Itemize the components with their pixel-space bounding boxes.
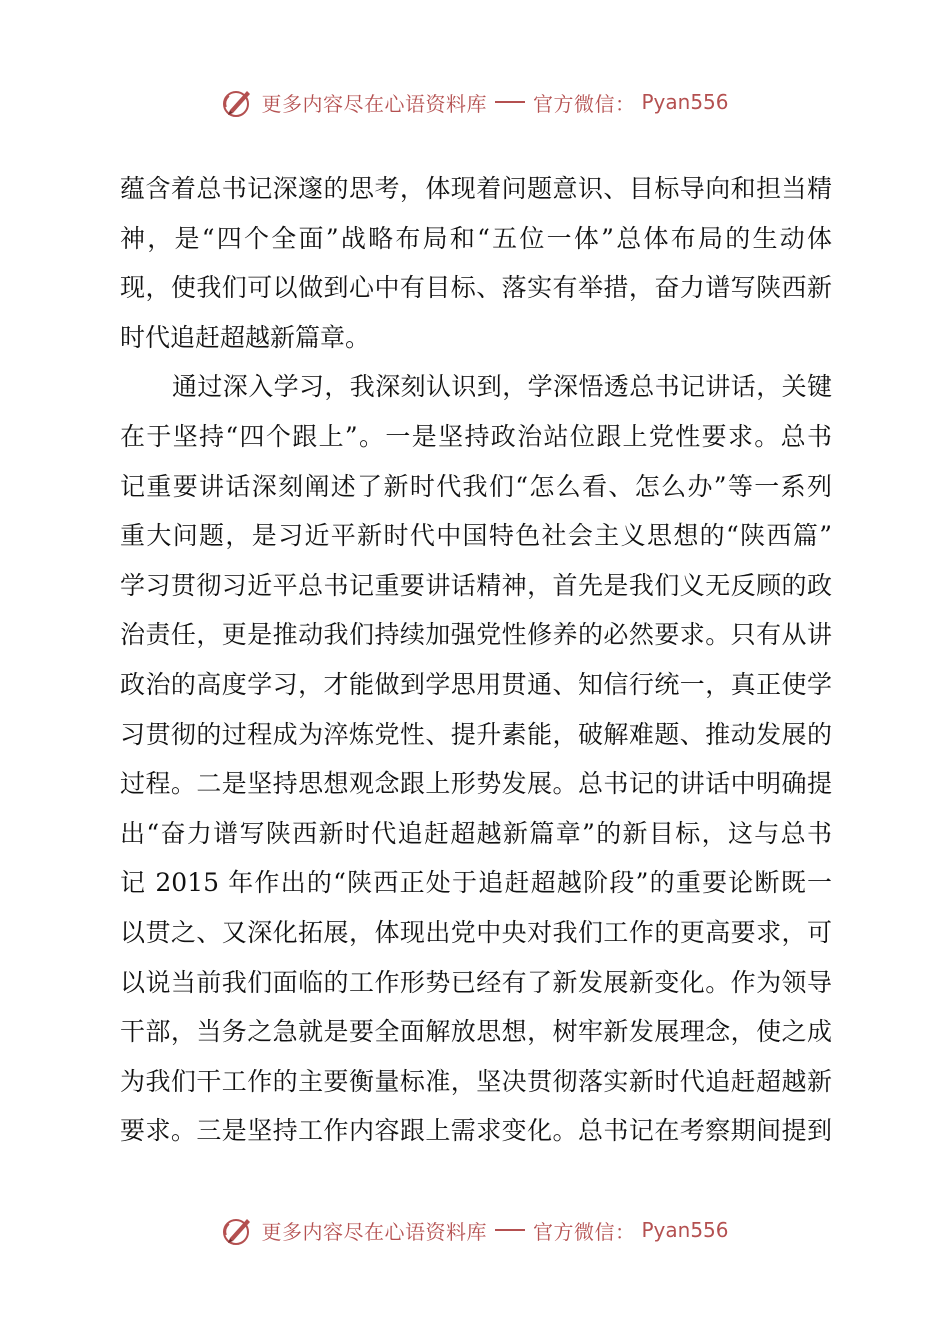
text-line: 记重要讲话深刻阐述了新时代我们“怎么看、怎么办”等一系列 <box>120 471 832 501</box>
text-line: 记 2015 年作出的“陕西正处于追赶超越阶段”的重要论断既一 <box>120 868 832 898</box>
footer-watermark <box>0 1210 950 1250</box>
pen-logo-icon <box>221 85 255 119</box>
text-line: 要求。三是坚持工作内容跟上需求变化。总书记在考察期间提到 <box>120 1116 832 1146</box>
text-line: 通过深入学习，我深刻认识到，学深悟透总书记讲话，关键 <box>172 372 832 402</box>
text-line: 过程。二是坚持思想观念跟上形势发展。总书记的讲话中明确提 <box>120 769 832 799</box>
watermark-id: Pyan556 <box>641 1218 729 1242</box>
text-line: 在于坚持“四个跟上”。一是坚持政治站位跟上党性要求。总书 <box>120 421 832 451</box>
text-line: 神，是“四个全面”战略布局和“五位一体”总体布局的生动体 <box>120 223 832 253</box>
text-line: 为我们干工作的主要衡量标准，坚决贯彻落实新时代追赶超越新 <box>120 1066 832 1096</box>
watermark-text: 更多内容尽在心语资料库 <box>261 91 487 116</box>
text-line: 治责任，更是推动我们持续加强党性修养的必然要求。只有从讲 <box>120 620 832 650</box>
watermark-text: 更多内容尽在心语资料库 <box>261 1219 487 1244</box>
header-watermark <box>0 82 950 122</box>
text-line: 出“奋力谱写陕西新时代追赶超越新篇章”的新目标，这与总书 <box>120 818 832 848</box>
text-line: 时代追赶超越新篇章。 <box>120 322 371 352</box>
text-line: 蕴含着总书记深邃的思考，体现着问题意识、目标导向和担当精 <box>120 174 832 203</box>
text-line: 政治的高度学习，才能做到学思用贯通、知信行统一，真正使学 <box>120 669 832 699</box>
text-line: 干部，当务之急就是要全面解放思想，树牢新发展理念，使之成 <box>120 1017 832 1047</box>
pen-logo-icon <box>221 1213 255 1247</box>
document-body <box>120 164 832 1156</box>
watermark-dash <box>493 1218 527 1242</box>
watermark-id: Pyan556 <box>641 90 729 114</box>
text-line: 现，使我们可以做到心中有目标、落实有举措，奋力谱写陕西新 <box>120 273 832 303</box>
text-line: 以贯之、又深化拓展，体现出党中央对我们工作的更高要求，可 <box>120 917 832 947</box>
text-line: 以说当前我们面临的工作形势已经有了新发展新变化。作为领导 <box>120 967 832 997</box>
text-line: 学习贯彻习近平总书记重要讲话精神，首先是我们义无反顾的政 <box>120 570 832 600</box>
text-line: 重大问题，是习近平新时代中国特色社会主义思想的“陕西篇” <box>120 521 832 551</box>
watermark-sub: 官方微信： <box>532 1219 636 1244</box>
watermark-dash <box>493 90 527 114</box>
text-line: 习贯彻的过程成为淬炼党性、提升素能，破解难题、推动发展的 <box>120 719 832 749</box>
watermark-sub: 官方微信： <box>532 91 636 116</box>
